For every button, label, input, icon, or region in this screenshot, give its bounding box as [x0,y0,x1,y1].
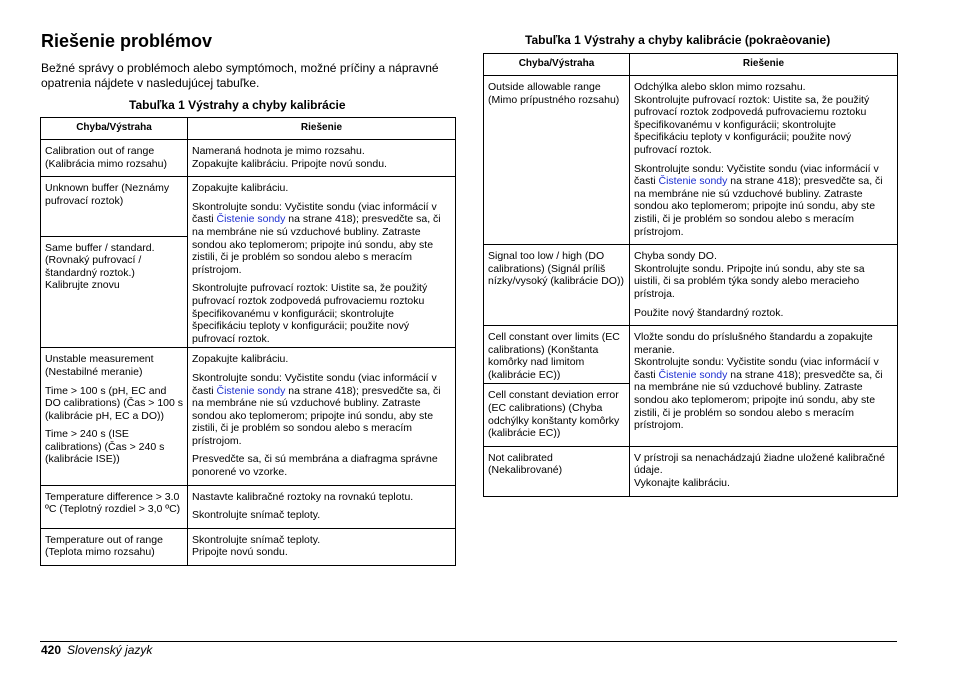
error-text: Same buffer / standard. (Rovnaký pufrovací / štandardný roztok.) [45,241,155,279]
error-text: Unknown buffer (Neznámy pufrovací roztok) [45,182,170,207]
error-cell [41,177,188,236]
table-row [484,245,898,326]
error-cell [484,446,630,496]
solution-text: Nastavte kalibračné roztoky na rovnakú teplotu. [192,490,414,503]
solution-cell [188,348,456,485]
table-caption-left: Tabuľka 1 Výstrahy a chyby kalibrácie [129,98,346,112]
solution-cell [188,485,456,528]
error-text: Time > 240 s (ISE calibrations) (Čas > 240 s (kalibrácie ISE)) [45,428,165,466]
calibration-errors-table [40,117,456,566]
probe-cleaning-link[interactable]: Čistenie sondy [216,384,286,397]
probe-check-text [634,163,893,239]
table-row [41,348,456,485]
probe-cleaning-link[interactable]: Čistenie sondy [658,368,728,381]
solution-line: Pripojte novú sondu. [192,546,288,559]
footer-divider [40,641,897,642]
solution-text: Zopakujte kalibráciu. [192,182,289,195]
page-number: 420 [41,643,62,657]
error-text: Signal too low / high (DO calibrations) (Signál príliš nízky/vysoký (kalibrácie DO)) [488,250,624,288]
column-header-solution: Riešenie [630,54,898,76]
error-cell [484,245,630,326]
probe-cleaning-link[interactable]: Čistenie sondy [658,175,728,188]
probe-check-part: Skontrolujte sondu: Vyčistite sondu (viac informácií v časti [634,356,879,381]
column-header-solution: Riešenie [188,118,456,140]
solution-line: Zopakujte kalibráciu. Pripojte novú sondu. [192,157,387,170]
error-text: Outside allowable range (Mimo prípustného rozsahu) [488,81,620,106]
solution-line: Skontrolujte sondu. Pripojte inú sondu, aby ste sa uistili, či sa problém týka sondy alebo meracieho prístroja. [634,262,865,300]
error-text: Calibration out of range (Kalibrácia mimo rozsahu) [45,145,167,170]
error-cell [484,326,630,384]
table-row [41,485,456,528]
solution-text: Zopakujte kalibráciu. [192,353,289,366]
footer-language: Slovenský jazyk [67,643,153,657]
probe-check-text [634,356,893,432]
solution-text: Presvedčte sa, či sú membrána a diafragma správne ponorené vo vzorke. [192,453,438,479]
probe-check-part: Skontrolujte sondu: Vyčistite sondu (viac informácií v časti [634,162,879,188]
table-row [41,140,456,177]
table-header-row [484,54,898,76]
error-cell [41,528,188,565]
table-row [484,76,898,245]
error-text: Cell constant over limits (EC calibrations) (Konštanta komôrky nad limitom (kalibrácie EC)) [488,331,620,381]
buffer-check-text: Skontrolujte pufrovací roztok: Uistite sa, že použitý pufrovací roztok zodpovedá pufrovaciemu roztoku špecifikovanému v konfigurácii; skontrolujte špecifikáciu teploty v konfigurácii; použite nový pufrovací roztok. [192,282,428,345]
error-cell [41,485,188,528]
solution-cell [630,76,898,245]
table-row [41,177,456,236]
error-text: Time > 100 s (pH, EC and DO calibrations) (Čas > 100 s (kalibrácie pH, EC a DO)) [45,384,184,422]
error-cell [41,348,188,485]
column-header-error: Chyba/Výstraha [41,118,188,140]
solution-cell [630,446,898,496]
probe-check-part: na strane 418); presvedčte sa, či na membráne nie sú vzduchové bubliny. Zatraste sondou ako teplomerom; pripojte inú sondu, aby ste zistili, či je problém so sondou alebo s meracím prístrojom. [192,213,441,276]
table-header-row [41,118,456,140]
error-cell [484,384,630,446]
solution-text: Použite nový štandardný roztok. [634,306,784,319]
solution-line: Chyba sondy DO. [634,250,717,263]
error-text: Not calibrated (Nekalibrované) [488,451,563,477]
solution-cell [188,177,456,348]
table-row [41,528,456,565]
intro-paragraph: Bežné správy o problémoch alebo symptómoch, možné príčiny a nápravné opatrenia nájdete v nasledujúcej tabuľke. [41,61,439,90]
error-text: Temperature difference > 3.0 ºC (Teplotný rozdiel > 3,0 ºC) [45,490,181,516]
probe-check-text [192,201,451,277]
probe-check-text [192,372,451,448]
probe-check-part: na strane 418); presvedčte sa, či na membráne nie sú vzduchové bubliny. Zatraste sondou ako teplomerom; pripojte inú sondu, aby ste zistili, či je problém so sondou alebo s meracím prístrojom. [634,368,883,432]
solution-line: Vykonajte kalibráciu. [634,477,730,490]
probe-check-part: Skontrolujte sondu: Vyčistite sondu (viac informácií v časti [192,200,437,226]
solution-line: V prístroji sa nenachádzajú žiadne uložené kalibračné údaje. [634,451,885,477]
solution-line: Odchýlka alebo sklon mimo rozsahu. [634,81,806,93]
probe-check-part: na strane 418); presvedčte sa, či na membráne nie sú vzduchové bubliny. Zatraste sondou ako teplomerom; pripojte inú sondu, aby ste zistili, či je problém so sondou alebo s meracím prístrojom. [634,175,883,238]
solution-line: Vložte sondu do príslušného štandardu a zopakujte meranie. [634,331,873,356]
error-text: Temperature out of range (Teplota mimo rozsahu) [45,533,163,559]
solution-cell [188,140,456,177]
error-cell [41,140,188,177]
table-row [484,446,898,496]
column-header-error: Chyba/Výstraha [484,54,630,76]
probe-cleaning-link[interactable]: Čistenie sondy [216,213,286,226]
solution-cell [630,245,898,326]
solution-cell [630,326,898,447]
solution-line: Skontrolujte snímač teploty. [192,533,321,546]
error-text: Cell constant deviation error (EC calibrations) (Chyba odchýlky konštanty komôrky (kalibrácie EC)) [488,389,620,440]
probe-check-part: na strane 418); presvedčte sa, či na membráne nie sú vzduchové bubliny. Zatraste sondou ako teplomerom; pripojte inú sondu, aby ste zistili, či je problém so sondou alebo s meracím prístrojom. [192,384,441,447]
solution-text: Skontrolujte snímač teploty. [192,509,321,522]
error-text: Unstable measurement (Nestabilné meranie) [45,353,154,378]
buffer-check-text: Skontrolujte pufrovací roztok: Uistite sa, že použitý pufrovací roztok zodpovedá pufrovaciemu roztoku špecifikovanému v konfigurácii; skontrolujte špecifikáciu teploty v konfigurácii; použite nový pufrovací roztok. [634,93,870,156]
table-caption-right: Tabuľka 1 Výstrahy a chyby kalibrácie (pokraèovanie) [525,33,831,47]
solution-line: Nameraná hodnota je mimo rozsahu. [192,145,365,157]
solution-cell [188,528,456,565]
page-title: Riešenie problémov [41,31,213,51]
calibration-errors-table-continued [483,53,898,497]
error-cell [484,76,630,245]
error-text: Kalibrujte znovu [45,279,120,292]
probe-check-part: Skontrolujte sondu: Vyčistite sondu (viac informácií v časti [192,371,437,397]
error-cell [41,236,188,348]
table-row [484,326,898,384]
page-footer [41,643,152,657]
